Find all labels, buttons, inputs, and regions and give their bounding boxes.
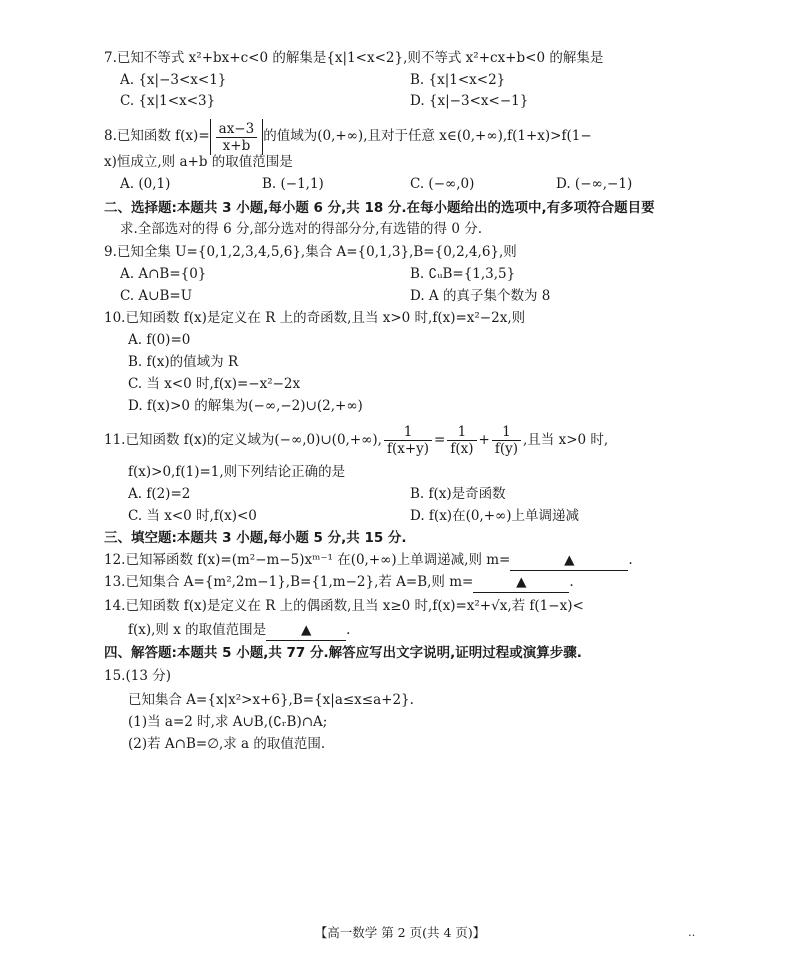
q7-stem: 7.已知不等式 x²+bx+c<0 的解集是{x|1<x<2},则不等式 x²+cx+b<0 的解集是	[104, 50, 604, 66]
q11-fraction-left: $\frac{1}{f(x+y)}$	[384, 424, 432, 457]
q12-answer-blank[interactable]	[510, 550, 628, 571]
q10-option-a: A. f(0)=0	[128, 332, 191, 348]
section3-heading: 三、填空题:本题共 3 小题,每小题 5 分,共 15 分.	[104, 530, 407, 546]
footer-mark: ‥	[688, 926, 696, 939]
answer-triangle-icon: ▲	[300, 622, 312, 638]
section2-instructions: 求.全部选对的得 6 分,部分选对的得部分分,有选错的得 0 分.	[120, 221, 483, 237]
q11-stem: 11.已知函数 f(x)的定义域为(−∞,0)∪(0,+∞), $\frac{1}{f(x+y)}$ = $\frac{1}{f(x)}$ + $\frac{1}{f(y)}$ ,且当 x>0 时,	[104, 424, 609, 457]
q7-option-d: D. {x|−3<x<−1}	[410, 93, 529, 109]
q11-line2: f(x)>0,f(1)=1,则下列结论正确的是	[128, 464, 346, 480]
q11-option-c: C. 当 x<0 时,f(x)<0	[128, 508, 257, 524]
q9-option-b: B. ∁ᵤB={1,3,5}	[410, 266, 516, 282]
q9-option-d: D. A 的真子集个数为 8	[410, 288, 551, 304]
q11-option-a: A. f(2)=2	[128, 486, 191, 502]
q14-answer-blank[interactable]	[266, 620, 346, 641]
answer-triangle-icon: ▲	[564, 552, 575, 568]
q7-option-b: B. {x|1<x<2}	[410, 72, 506, 88]
q10-option-c: C. 当 x<0 时,f(x)=−x²−2x	[128, 376, 301, 392]
q10-option-d: D. f(x)>0 的解集为(−∞,−2)∪(2,+∞)	[128, 398, 363, 414]
page-footer: 【高一数学 第 2 页(共 4 页)】	[314, 925, 486, 940]
q9-stem: 9.已知全集 U={0,1,2,3,4,5,6},集合 A={0,1,3},B={0,2,4,6},则	[104, 244, 517, 260]
q11-fraction-right: $\frac{1}{f(y)}$	[492, 424, 521, 457]
q8-line2: x)恒成立,则 a+b 的取值范围是	[104, 154, 293, 170]
q11-fraction-mid: $\frac{1}{f(x)}$	[447, 424, 476, 457]
q8-stem	[104, 118, 592, 155]
q8-option-b: B. (−1,1)	[262, 176, 324, 192]
q9-option-a: A. A∩B={0}	[120, 266, 207, 282]
q15-part2: (2)若 A∩B=∅,求 a 的取值范围.	[128, 736, 326, 752]
q12: 12.已知幂函数 f(x)=(m²−m−5)xᵐ⁻¹ 在(0,+∞)上单调递减,则 m= ▲ .	[104, 550, 633, 571]
section2-heading: 二、选择题:本题共 3 小题,每小题 6 分,共 18 分.在每小题给出的选项中,有多项符合题目要	[104, 200, 655, 216]
section4-heading: 四、解答题:本题共 5 小题,共 77 分.解答应写出文字说明,证明过程或演算步骤.	[104, 645, 582, 661]
q14-line1: 14.已知函数 f(x)是定义在 R 上的偶函数,且当 x≥0 时,f(x)=x²+√x,若 f(1−x)<	[104, 598, 584, 614]
q7-option-c: C. {x|1<x<3}	[120, 93, 216, 109]
q13-answer-blank[interactable]	[473, 572, 569, 593]
q11-option-b: B. f(x)是奇函数	[410, 486, 506, 502]
q13: 13.已知集合 A={m²,2m−1},B={1,m−2},若 A=B,则 m= ▲ .	[104, 572, 574, 593]
q15-header: 15.(13 分)	[104, 668, 171, 684]
answer-triangle-icon: ▲	[516, 574, 527, 590]
q11-prefix: 11.已知函数 f(x)的定义域为(−∞,0)∪(0,+∞),	[104, 432, 382, 448]
q7-option-a: A. {x|−3<x<1}	[120, 72, 227, 88]
q8-abs-fraction	[210, 119, 264, 155]
q15-part1: (1)当 a=2 时,求 A∪B,(∁ᵣB)∩A;	[128, 714, 328, 730]
q8-numerator: ax−3	[216, 121, 258, 138]
q8-option-c: C. (−∞,0)	[410, 176, 475, 192]
q15-line1: 已知集合 A={x|x²>x+6},B={x|a≤x≤a+2}.	[128, 692, 414, 708]
q9-option-c: C. A∪B=U	[120, 288, 193, 304]
q8-suffix: 的值域为(0,+∞),且对于任意 x∈(0,+∞),f(1+x)>f(1−	[263, 128, 592, 144]
q10-stem: 10.已知函数 f(x)是定义在 R 上的奇函数,且当 x>0 时,f(x)=x²−2x,则	[104, 310, 526, 326]
q8-option-d: D. (−∞,−1)	[556, 176, 633, 192]
q8-denominator: x+b	[222, 137, 251, 154]
q11-suffix: ,且当 x>0 时,	[523, 432, 609, 448]
q11-option-d: D. f(x)在(0,+∞)上单调递减	[410, 508, 580, 524]
q8-option-a: A. (0,1)	[120, 176, 171, 192]
q14-line2: f(x),则 x 的取值范围是 ▲ .	[128, 620, 350, 641]
q10-option-b: B. f(x)的值域为 R	[128, 354, 239, 370]
q8-prefix: 8.已知函数 f(x)=	[104, 128, 210, 144]
